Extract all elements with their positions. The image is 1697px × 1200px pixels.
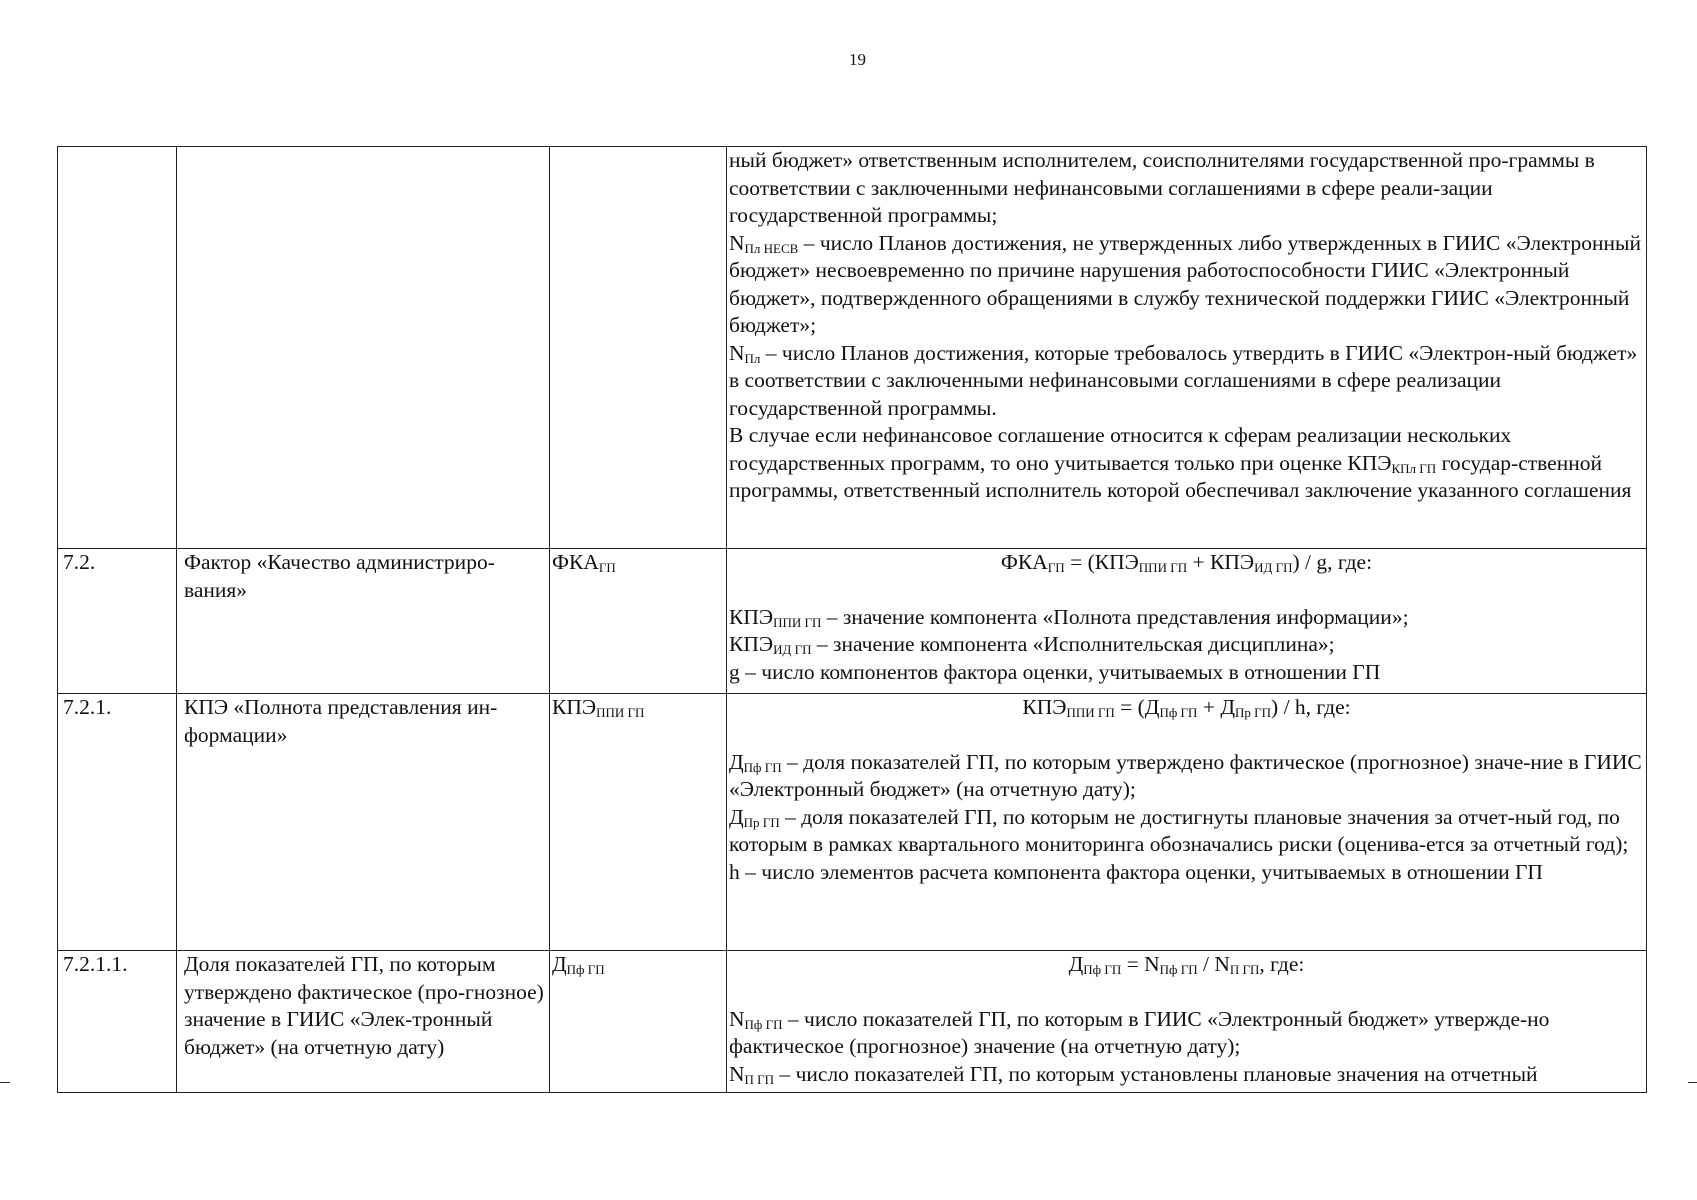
name-cell: Фактор «Качество администриро-вания» — [177, 549, 550, 694]
definition-line: $КПЭ_{ППИ ГП}$ – значение компонента «Полнота представления информации»; — [729, 604, 1409, 630]
formula: $КПЭ_{ППИ ГП} = (Д_{Пф ГП} + Д_{Пр ГП}) / h$, где: — [1022, 695, 1351, 720]
definition-line: $Д_{Пр ГП}$ – доля показателей ГП, по которым не достигнуты плановые значения за отчет-ный год, по которым в рамках квартального мониторинга обозначались риски (оценива-ется за отчетный год); — [729, 804, 1629, 856]
definition-n-pl: $N_{Пл}$ – число Планов достижения, которые требовалось утвердить в ГИИС «Электрон-ный бюджет» в соответствии с заключенными нефинансовыми соглашениями в сфере реализации государственной программы. — [729, 340, 1638, 420]
indicator-table — [57, 146, 1647, 1093]
symbol-cell: $КПЭ_{ППИ ГП}$ — [550, 694, 727, 951]
name-cell: Доля показателей ГП, по которым утверждено фактическое (про-гнозное) значение в ГИИС «Элек-тронный бюджет» (на отчетную дату) — [177, 951, 550, 1093]
margin-tick-right — [1688, 1082, 1697, 1083]
table-row — [58, 549, 1647, 694]
margin-tick-left — [0, 1082, 10, 1083]
table-row — [58, 694, 1647, 951]
formula: $Д_{Пф ГП} = N_{Пф ГП} / N_{П ГП}$, где: — [1068, 952, 1305, 977]
description-cell — [727, 549, 1647, 694]
name-cell — [177, 147, 550, 549]
name-cell: КПЭ «Полнота представления ин-формации» — [177, 694, 550, 951]
definition-line: g – число компонентов фактора оценки, учитываемых в отношении ГП — [729, 659, 1381, 684]
definition-line: $КПЭ_{ИД ГП}$ – значение компонента «Исполнительская дисциплина»; — [729, 632, 1335, 657]
definition-line: $N_{Пф ГП}$ – число показателей ГП, по которым в ГИИС «Электронный бюджет» утвержде-но фактическое (прогнозное) значение (на отчетную дату); — [729, 1006, 1550, 1058]
definition-line: $Д_{Пф ГП}$ – доля показателей ГП, по которым утверждено фактическое (прогнозное) значе-ние в ГИИС «Электронный бюджет» (на отчетную дату); — [729, 749, 1642, 801]
definition-n-nesv: $N_{Пл НЕСВ}$ – число Планов достижения, не утвержденных либо утвержденных в ГИИС «Электронный бюджет» несвоевременно по причине нарушения работоспособности ГИИС «Электронный бюджет», подтвержденного обращениями в службу технической поддержки ГИИС «Электронный бюджет»; — [729, 230, 1641, 337]
description-cell — [727, 147, 1647, 549]
case-note: В случае если нефинансовое соглашение относится к сферам реализации нескольких государственных программ, то оно учитывается только при оценке $КПЭ_{КПл ГП}$ государ-ственной программы, ответственный исполнитель которой обеспечивал заключение указанного соглашения — [729, 423, 1632, 502]
formula: $ФКА_{ГП} = (КПЭ_{ППИ ГП} + КПЭ_{ИД ГП}) / g$, где: — [1000, 550, 1373, 575]
number-cell: 7.2.1.1. — [58, 951, 177, 1093]
symbol-cell — [550, 147, 727, 549]
number-cell: 7.2. — [58, 549, 177, 694]
table-row-continuation — [58, 147, 1647, 549]
symbol-cell: $ФКА_{ГП}$ — [550, 549, 727, 694]
number-cell: 7.2.1. — [58, 694, 177, 951]
definition-line: $N_{П ГП}$ – число показателей ГП, по которым установлены плановые значения на отчетный — [729, 1061, 1538, 1087]
table-row — [58, 951, 1647, 1093]
continuation-text: ный бюджет» ответственным исполнителем, соисполнителями государственной про-граммы в соответствии с заключенными нефинансовыми соглашениями в сфере реали-зации государственной программы; — [729, 148, 1595, 227]
description-cell — [727, 694, 1647, 951]
symbol-cell: $Д_{Пф ГП}$ — [550, 951, 727, 1093]
definition-line: h – число элементов расчета компонента фактора оценки, учитываемых в отношении ГП — [729, 859, 1543, 884]
number-cell — [58, 147, 177, 549]
description-cell — [727, 951, 1647, 1093]
page-number: 19 — [849, 50, 866, 69]
